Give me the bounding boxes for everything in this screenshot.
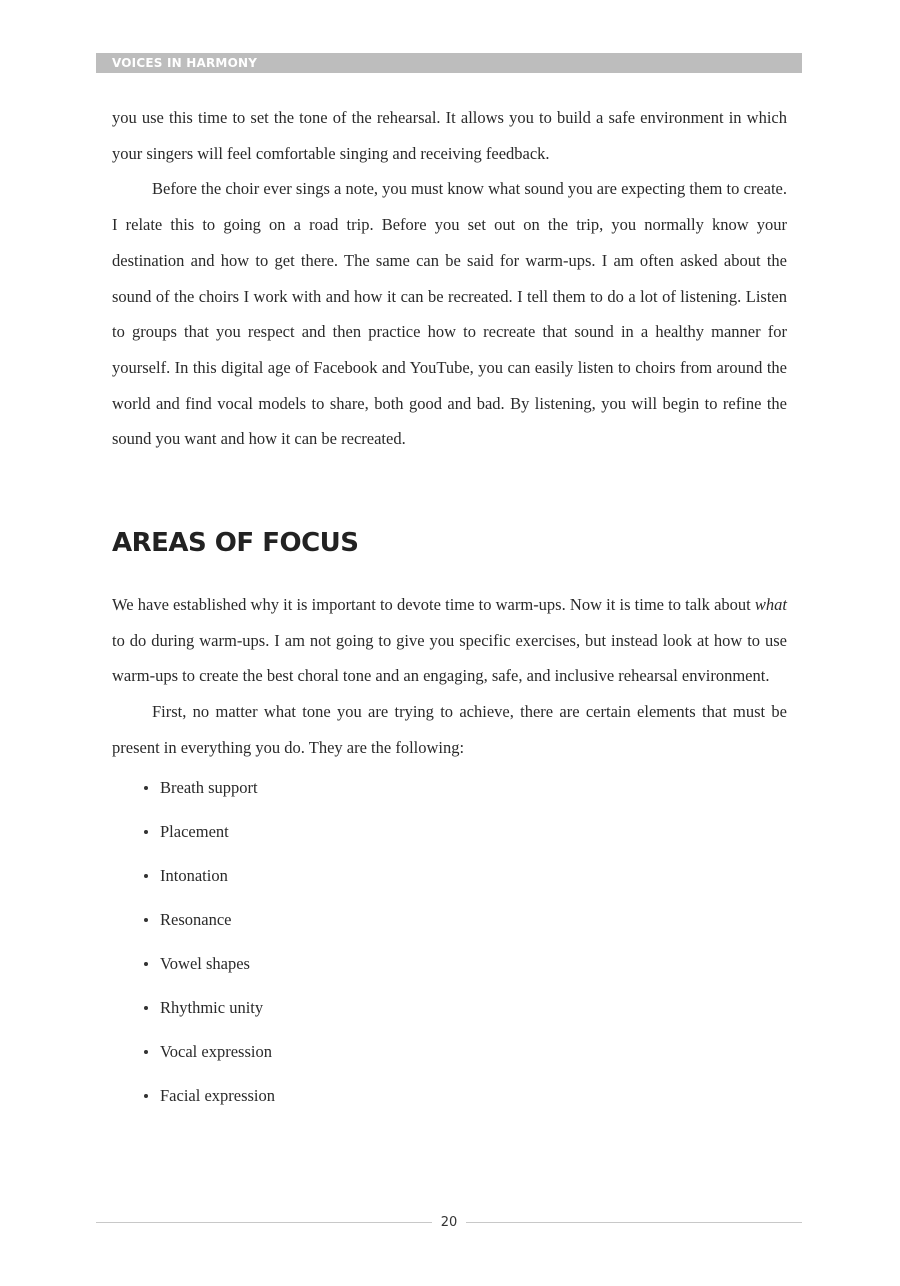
book-title: VOICES IN HARMONY — [112, 56, 258, 70]
paragraph: Before the choir ever sings a note, you must know what sound you are expecting them to create. I relate this to going on a road trip. Before you set out on the trip, you normally know your destination and how to get there. The same can be said for warm-ups. I am often asked about the sound of the choirs I work with and how it can be recreated. I tell them to do a lot of listening. Listen to groups that you respect and then practice how to recreate that sound in a healthy manner for yourself. In this digital age of Facebook and YouTube, you can easily listen to choirs from around the world and find vocal models to share, both good and bad. By listening, you will begin to refine the sound you want and how it can be recreated. — [112, 179, 787, 449]
running-header — [96, 53, 802, 73]
bullet-list — [112, 766, 787, 1118]
paragraph: you use this time to set the tone of the rehearsal. It allows you to build a safe environment in which your singers will feel comfortable singing and receiving feedback. — [112, 108, 787, 163]
page-number: 20 — [440, 1215, 458, 1230]
list-item: Resonance — [144, 898, 787, 942]
page-footer — [96, 1212, 802, 1234]
section-heading: AREAS OF FOCUS — [112, 528, 359, 559]
list-item: Intonation — [144, 854, 787, 898]
list-item: Placement — [144, 810, 787, 854]
list-item: Vowel shapes — [144, 942, 787, 986]
list-item: Facial expression — [144, 1074, 787, 1118]
paragraph: We have established why it is important to devote time to warm-ups. Now it is time to talk about what to do during warm-ups. I am not going to give you specific exercises, but instead look at how to use warm-ups to create the best choral tone and an engaging, safe, and inclusive rehearsal environment. — [112, 595, 787, 686]
list-item: Vocal expression — [144, 1030, 787, 1074]
list-item: Rhythmic unity — [144, 986, 787, 1030]
paragraph: First, no matter what tone you are trying to achieve, there are certain elements that must be present in everything you do. They are the following: — [112, 702, 787, 757]
footer-rule — [96, 1222, 432, 1223]
page-body — [112, 100, 787, 1118]
emphasis: what — [754, 595, 787, 615]
list-item: Breath support — [144, 766, 787, 810]
footer-rule — [466, 1222, 802, 1223]
